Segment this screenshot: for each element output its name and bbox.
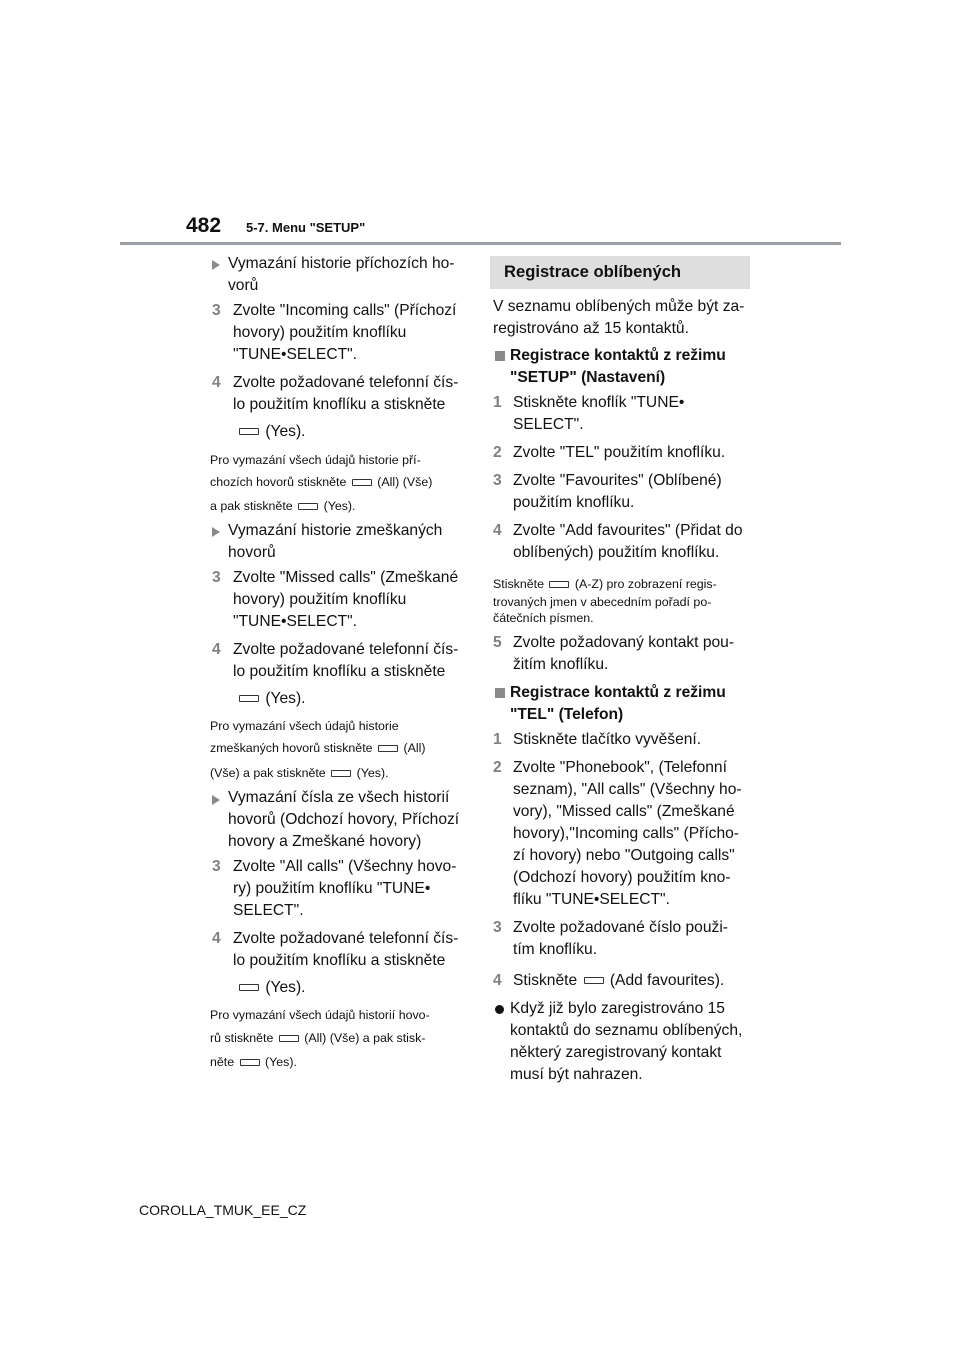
note-part: (Yes). [323, 499, 356, 513]
step-text: Stiskněte tlačítko vyvěšení. [513, 731, 702, 748]
step-text: Zvolte požadované telefonní čís- [233, 374, 459, 391]
step-number: 3 [212, 858, 221, 875]
step-text: "TUNE•SELECT". [233, 613, 357, 630]
note-text [210, 741, 425, 755]
button-icon [279, 1035, 299, 1042]
subheading: "SETUP" (Nastavení) [510, 369, 666, 386]
note-part: (Yes). [356, 766, 389, 780]
step-text: použitím knoflíku. [513, 494, 635, 511]
subheading: Registrace kontaktů z režimu [510, 347, 726, 364]
note-text: Pro vymazání všech údajů historie pří- [210, 453, 421, 467]
step-text: lo použitím knoflíku a stiskněte [233, 663, 446, 680]
note-text [210, 475, 432, 489]
step-text: flíku "TUNE•SELECT". [513, 891, 670, 908]
step-text-part: (Yes). [265, 690, 306, 707]
triangle-bullet-icon [212, 527, 220, 537]
step-number: 2 [493, 759, 502, 776]
step-number: 1 [493, 394, 502, 411]
step-text: (Odchozí hovory) použitím kno- [513, 869, 731, 886]
triangle-bullet-icon [212, 260, 220, 270]
step-text: Zvolte "Add favourites" (Přidat do [513, 522, 743, 539]
note-part: Stiskněte [493, 577, 544, 591]
note-part: (Vše) a pak stiskněte [210, 766, 326, 780]
note-part: (Yes). [265, 1055, 297, 1069]
note-part: rů stiskněte [210, 1031, 274, 1045]
step-text: žitím knoflíku. [513, 656, 609, 673]
button-icon [352, 479, 372, 486]
bullet-text: hovorů (Odchozí hovory, Příchozí [228, 811, 460, 828]
page-number: 482 [186, 214, 222, 237]
step-text: Zvolte "Incoming calls" (Příchozí [233, 302, 457, 319]
triangle-bullet-icon [212, 795, 220, 805]
step-text-part: (Add favourites). [609, 972, 725, 989]
note-text [493, 577, 717, 591]
bullet-text: Vymazání historie zmeškaných [228, 522, 443, 539]
note-part: chozích hovorů stiskněte [210, 475, 347, 489]
note-part: něte [210, 1055, 235, 1069]
step-text: hovory) použitím knoflíku [233, 591, 407, 608]
button-icon [239, 984, 259, 991]
step-text: SELECT". [233, 902, 304, 919]
step-text: Zvolte "Favourites" (Oblíbené) [513, 472, 722, 489]
button-icon [239, 428, 259, 435]
section-heading: Registrace oblíbených [504, 262, 682, 281]
square-bullet-icon [495, 688, 505, 698]
step-number: 2 [493, 444, 502, 461]
step-text: zí hovory) nebo "Outgoing calls" [513, 847, 735, 864]
step-number: 4 [493, 522, 502, 539]
button-icon [331, 770, 351, 777]
step-text-part: (Yes). [265, 423, 306, 440]
button-icon [298, 503, 318, 510]
bullet-text: vorů [228, 277, 259, 294]
step-text: lo použitím knoflíku a stiskněte [233, 396, 446, 413]
button-icon [584, 977, 604, 984]
section-heading-box [490, 256, 750, 289]
step-text: Zvolte "TEL" použitím knoflíku. [513, 444, 726, 461]
note-text [210, 1055, 297, 1069]
step-number: 3 [493, 472, 502, 489]
step-text: Stiskněte knoflík "TUNE• [513, 394, 685, 411]
note-part: a pak stiskněte [210, 499, 293, 513]
note-text [210, 1031, 425, 1045]
intro-text: registrováno až 15 kontaktů. [493, 320, 689, 337]
bullet-text: hovorů [228, 544, 276, 561]
bullet-text: Vymazání čísla ze všech historií [228, 789, 450, 806]
step-text: "TUNE•SELECT". [233, 346, 357, 363]
note-part: (All) [403, 741, 426, 755]
step-text: Zvolte požadované telefonní čís- [233, 930, 459, 947]
note-text: trovaných jmen v abecedním pořadí po- [493, 595, 712, 609]
step-number: 5 [493, 634, 502, 651]
step-text: Zvolte požadované číslo použi- [513, 919, 728, 936]
note-text [210, 766, 389, 780]
step-number: 1 [493, 731, 502, 748]
note-part: (A-Z) pro zobrazení regis- [574, 577, 717, 591]
step-number: 4 [212, 641, 221, 658]
section-title: 5-7. Menu "SETUP" [246, 220, 366, 235]
footer-code: COROLLA_TMUK_EE_CZ [139, 1202, 307, 1218]
step-text [237, 690, 306, 708]
step-text: SELECT". [513, 416, 584, 433]
step-number: 3 [493, 919, 502, 936]
note-text: Pro vymazání všech údajů historií hovo- [210, 1008, 430, 1022]
step-text: Zvolte požadovaný kontakt pou- [513, 634, 735, 651]
header-rule [120, 242, 841, 245]
intro-text: V seznamu oblíbených může být za- [493, 298, 745, 315]
dot-bullet-icon [495, 1005, 504, 1014]
note-text: čátečních písmen. [493, 611, 594, 625]
step-text: Zvolte požadované telefonní čís- [233, 641, 459, 658]
step-text: oblíbených) použitím knoflíku. [513, 544, 720, 561]
step-text: seznam), "All calls" (Všechny ho- [513, 781, 742, 798]
step-text: Zvolte "Missed calls" (Zmeškané [233, 569, 459, 586]
step-text [237, 979, 306, 997]
step-text-part: Stiskněte [513, 972, 578, 989]
step-text: hovory),"Incoming calls" (Přícho- [513, 825, 739, 842]
note-part: (All) (Vše) [377, 475, 433, 489]
step-text [237, 423, 306, 441]
step-text: ry) použitím knoflíku "TUNE• [233, 880, 431, 897]
step-text: Zvolte "Phonebook", (Telefonní [513, 759, 727, 776]
button-icon [378, 745, 398, 752]
step-number: 4 [212, 374, 221, 391]
note-part: (All) (Vše) a pak stisk- [304, 1031, 426, 1045]
step-text [513, 972, 724, 990]
button-icon [549, 581, 569, 588]
bullet-text: musí být nahrazen. [510, 1066, 643, 1083]
bullet-text: některý zaregistrovaný kontakt [510, 1044, 722, 1061]
button-icon [240, 1059, 260, 1066]
button-icon [239, 695, 259, 702]
step-text: lo použitím knoflíku a stiskněte [233, 952, 446, 969]
note-text [210, 499, 355, 513]
step-number: 3 [212, 569, 221, 586]
step-number: 3 [212, 302, 221, 319]
bullet-text: Vymazání historie příchozích ho- [228, 255, 455, 272]
note-part: zmeškaných hovorů stiskněte [210, 741, 373, 755]
subheading: Registrace kontaktů z režimu [510, 684, 726, 701]
bullet-text: Když již bylo zaregistrováno 15 [510, 1000, 725, 1017]
bullet-text: hovory a Zmeškané hovory) [228, 833, 422, 850]
step-number: 4 [493, 972, 502, 989]
step-text: vory), "Missed calls" (Zmeškané [513, 803, 735, 820]
note-text: Pro vymazání všech údajů historie [210, 719, 399, 733]
bullet-text: kontaktů do seznamu oblíbených, [510, 1022, 743, 1039]
square-bullet-icon [495, 351, 505, 361]
step-text: tím knoflíku. [513, 941, 598, 958]
step-text: hovory) použitím knoflíku [233, 324, 407, 341]
step-text: Zvolte "All calls" (Všechny hovo- [233, 858, 457, 875]
step-number: 4 [212, 930, 221, 947]
step-text-part: (Yes). [265, 979, 306, 996]
subheading: "TEL" (Telefon) [510, 706, 624, 723]
